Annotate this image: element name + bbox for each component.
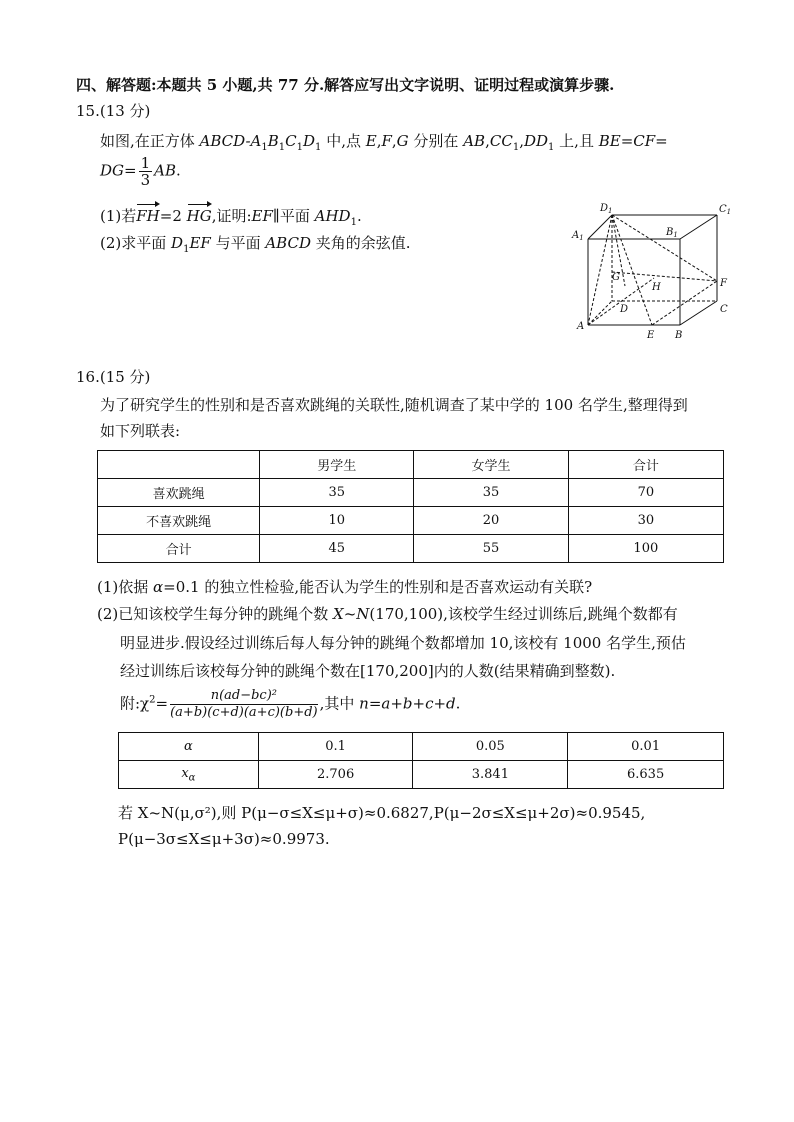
cube-figure	[560, 198, 735, 343]
label-d: D	[620, 304, 629, 315]
q15-part2: (2)求平面 $D_1EF$ 与平面 ABCD 夹角的余弦值.	[100, 234, 411, 255]
header-cell: 男学生	[260, 451, 414, 479]
normal-dist-line2: P(μ−3σ≤X≤μ+3σ)≈0.9973.	[118, 830, 330, 848]
label-a1: $A_1$	[572, 230, 584, 242]
formula-denominator: (a+b)(c+d)(a+c)(b+d)	[170, 705, 318, 720]
edge-a1d1	[588, 215, 612, 239]
edge-ad	[588, 301, 612, 325]
table-row	[98, 479, 724, 507]
table-cell: 20	[414, 507, 568, 535]
label-b1: $B_1$	[666, 227, 678, 239]
table-cell: 35	[260, 479, 414, 507]
row-label: 不喜欢跳绳	[98, 507, 260, 535]
table-cell: 70	[568, 479, 723, 507]
table-row	[119, 733, 724, 761]
label-a: A	[577, 321, 585, 332]
section-heading: 四、解答题:本题共 5 小题,共 77 分.解答应写出文字说明、证明过程或演算步骤.	[76, 76, 615, 94]
table-cell: 55	[414, 535, 568, 563]
label-b: B	[675, 330, 683, 341]
formula-numerator: n(ad−bc)²	[170, 688, 318, 705]
q16-number: 16.(15 分)	[76, 368, 151, 386]
line-d1e	[612, 215, 652, 325]
label-d1: $D_1$	[600, 203, 613, 215]
line-d1a	[588, 215, 612, 325]
q16-part1: (1)依据 α=0.1 的独立性检验,能否认为学生的性别和是否喜欢运动有关联?	[97, 578, 593, 596]
table-cell: 10	[260, 507, 414, 535]
normal-dist-line1: 若 X~N(μ,σ²),则 P(μ−σ≤X≤μ+σ)≈0.6827,P(μ−2σ≤X≤μ+2σ)≈0.9545,	[118, 804, 646, 822]
table-cell: 6.635	[568, 761, 724, 789]
table-header-row	[98, 451, 724, 479]
table-cell: 100	[568, 535, 723, 563]
table-cell: 0.1	[258, 733, 413, 761]
line-gf	[612, 272, 717, 281]
table-cell: 2.706	[258, 761, 413, 789]
table-cell: 35	[414, 479, 568, 507]
row-label: α	[119, 733, 259, 761]
fraction-one-third: $\frac{1}{3}$	[140, 154, 151, 189]
contingency-table	[97, 450, 724, 563]
row-label: 合计	[98, 535, 260, 563]
q16-part2-line1: (2)已知该校学生每分钟的跳绳个数 X~N(170,100),该校学生经过训练后,跳绳个数都有	[97, 605, 678, 623]
table-row	[119, 761, 724, 789]
label-g: G	[612, 272, 620, 283]
edge-b1c1	[680, 215, 717, 239]
table-row	[98, 507, 724, 535]
q16-part2-line3: 经过训练后该校每分钟的跳绳个数在[170,200]内的人数(结果精确到整数).	[120, 662, 616, 680]
q15-stem-line1: 如图,在正方体 ABCD-$A_1B_1C_1D_1$ 中,点 E,F,G 分别在 $AB,CC_1,DD_1$ 上,且 BE=CF=	[100, 132, 668, 153]
label-c: C	[720, 304, 728, 315]
label-c1: $C_1$	[719, 204, 732, 216]
table-cell: 30	[568, 507, 723, 535]
label-h: H	[652, 282, 661, 293]
row-label: $x_\alpha$	[119, 761, 259, 789]
chi-square-formula: 附$:\chi^2=$ $\frac{\text{n(ad−bc)²}}{(a+b)(c+d)(a+c)(b+d)}$ ,其中 n=a+b+c+d.	[120, 688, 461, 720]
critical-value-table	[118, 732, 724, 789]
q16-intro-line2: 如下列联表:	[100, 422, 181, 440]
q16-intro-line1: 为了研究学生的性别和是否喜欢跳绳的关联性,随机调查了某中学的 100 名学生,整理得到	[100, 396, 688, 414]
label-e: E	[647, 330, 655, 341]
q15-part1: (1)若FH=2 HG,证明:EF∥平面 $AHD_1$.	[100, 207, 362, 228]
edge-bc	[680, 301, 717, 325]
header-cell: 女学生	[414, 451, 568, 479]
line-ef	[652, 281, 717, 325]
q15-stem-line2: DG= $\frac{1}{3}$ AB.	[100, 154, 181, 189]
row-label: 喜欢跳绳	[98, 479, 260, 507]
q15-number: 15.(13 分)	[76, 102, 151, 120]
label-f: F	[720, 278, 727, 289]
table-row	[98, 535, 724, 563]
table-cell: 45	[260, 535, 414, 563]
table-cell: 0.05	[413, 733, 568, 761]
header-cell	[98, 451, 260, 479]
header-cell: 合计	[568, 451, 723, 479]
q16-part2-line2: 明显进步.假设经过训练后每人每分钟的跳绳个数都增加 10,该校有 1000 名学生,预估	[120, 634, 686, 652]
table-cell: 3.841	[413, 761, 568, 789]
table-cell: 0.01	[568, 733, 724, 761]
